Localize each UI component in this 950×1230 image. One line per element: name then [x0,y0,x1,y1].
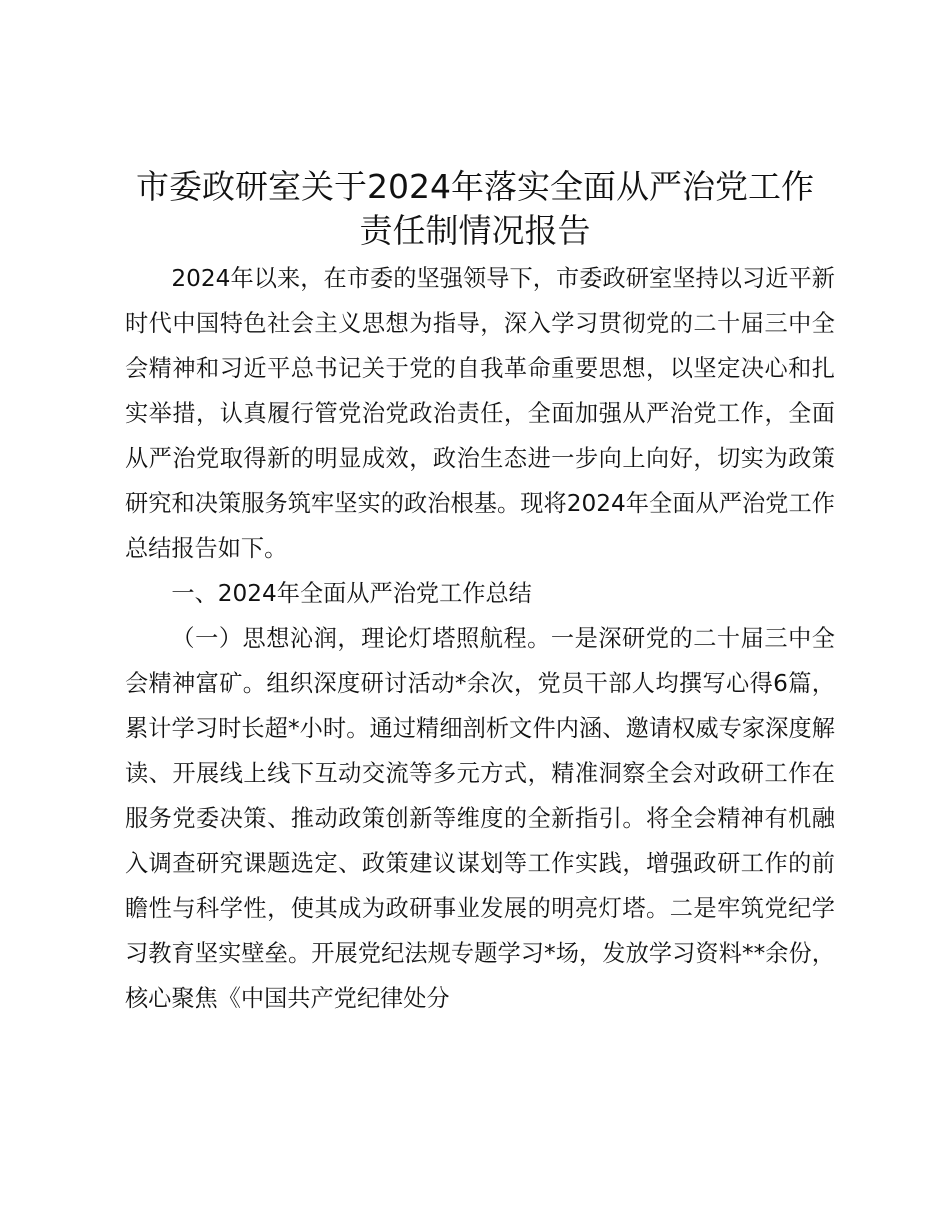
document-title-line-2: 责任制情况报告 [359,211,591,250]
intro-paragraph: 2024年以来，在市委的坚强领导下，市委政研室坚持以习近平新时代中国特色社会主义思想为指导，深入学习贯彻党的二十届三中全会精神和习近平总书记关于党的自我革命重要思想，以坚定决心和扎实举措，认真履行管党治党政治责任，全面加强从严治党工作，全面从严治党取得新的明显成效，政治生态进一步向上向好，切实为政策研究和决策服务筑牢坚实的政治根基。现将2024年全面从严治党工作总结报告如下。 [125,265,835,562]
section-heading: 一、2024年全面从严治党工作总结 [171,580,532,607]
document-title-line-1: 市委政研室关于2024年落实全面从严治党工作 [136,167,814,206]
subsection-paragraph: （一）思想沁润，理论灯塔照航程。一是深研党的二十届三中全会精神富矿。组织深度研讨活动*余次，党员干部人均撰写心得6篇，累计学习时长超*小时。通过精细剖析文件内涵、邀请权威专家深度解读、开展线上线下互动交流等多元方式，精准洞察全会对政研工作在服务党委决策、推动政策创新等维度的全新指引。将全会精神有机融入调查研究课题选定、政策建议谋划等工作实践，增强政研工作的前瞻性与科学性，使其成为政研事业发展的明亮灯塔。二是牢筑党纪学习教育坚实壁垒。开展党纪法规专题学习*场，发放学习资料**余份，核心聚焦《中国共产党纪律处分 [125,625,835,1012]
document-body [125,256,835,1021]
